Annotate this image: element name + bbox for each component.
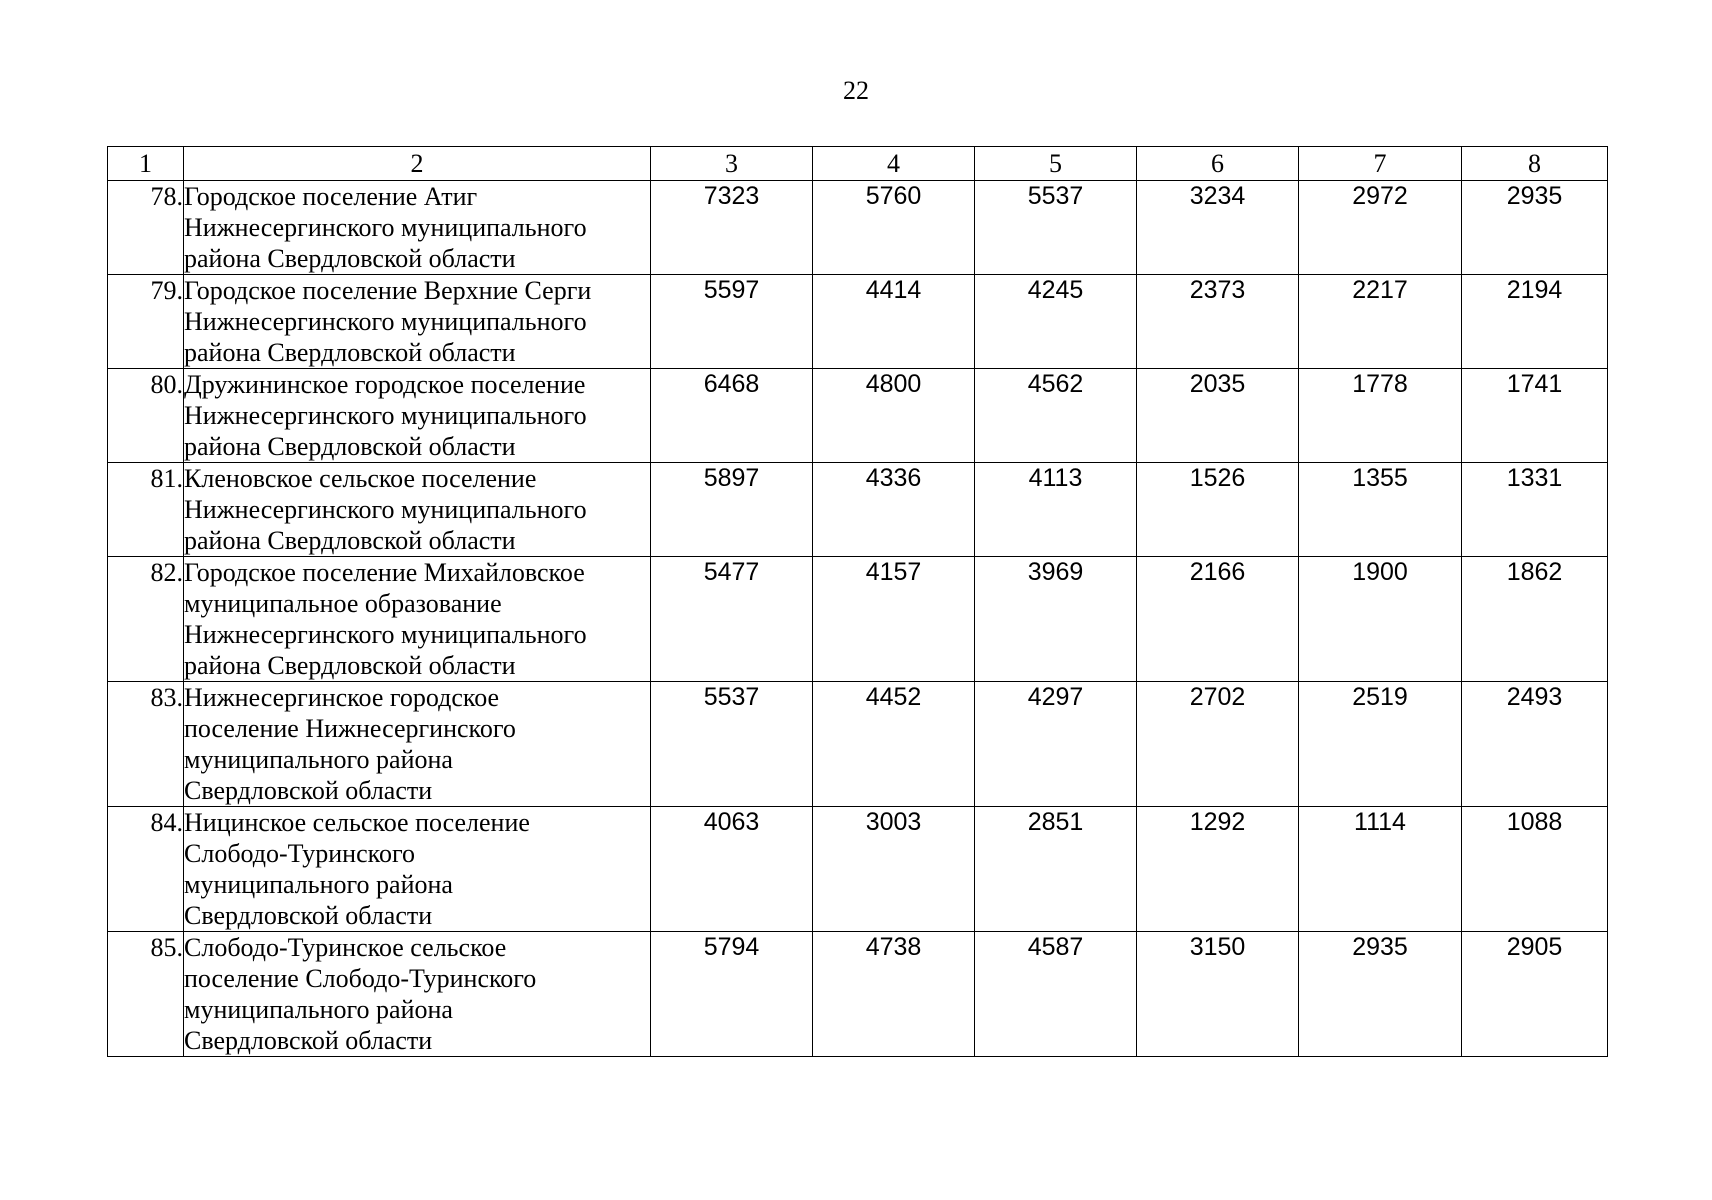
value-cell: 5760 <box>813 181 975 275</box>
table-row <box>108 275 1608 369</box>
column-header: 4 <box>813 147 975 181</box>
value-cell: 2935 <box>1462 181 1608 275</box>
value-cell: 7323 <box>651 181 813 275</box>
value-cell: 2035 <box>1137 369 1299 463</box>
table-row <box>108 682 1608 807</box>
row-number: 79. <box>108 275 184 369</box>
row-number: 78. <box>108 181 184 275</box>
column-header: 5 <box>975 147 1137 181</box>
value-cell: 4157 <box>813 557 975 682</box>
column-header: 8 <box>1462 147 1608 181</box>
value-cell: 6468 <box>651 369 813 463</box>
settlement-name-line: поселение Слободо-Туринского <box>184 964 537 993</box>
settlement-name-line: Нижнесергинского муниципального <box>184 307 587 336</box>
settlement-name <box>184 181 651 275</box>
data-table <box>107 146 1608 1057</box>
value-cell: 2905 <box>1462 932 1608 1057</box>
value-cell: 2972 <box>1299 181 1462 275</box>
settlement-name-line: Свердловской области <box>184 901 433 930</box>
value-cell: 1526 <box>1137 463 1299 557</box>
value-cell: 4063 <box>651 807 813 932</box>
settlement-name <box>184 557 651 682</box>
column-header: 2 <box>184 147 651 181</box>
settlement-name-line: муниципальное образование <box>184 589 502 618</box>
value-cell: 1741 <box>1462 369 1608 463</box>
value-cell: 4297 <box>975 682 1137 807</box>
settlement-name-line: Ницинское сельское поселение <box>184 808 530 837</box>
value-cell: 4336 <box>813 463 975 557</box>
header-row <box>108 147 1608 181</box>
value-cell: 4738 <box>813 932 975 1057</box>
value-cell: 2373 <box>1137 275 1299 369</box>
settlement-name-line: Кленовское сельское поселение <box>184 464 537 493</box>
settlement-name-line: Нижнесергинское городское <box>184 683 500 712</box>
table-row <box>108 807 1608 932</box>
settlement-name-line: муниципального района <box>184 995 453 1024</box>
row-number: 85. <box>108 932 184 1057</box>
value-cell: 4452 <box>813 682 975 807</box>
table-row <box>108 369 1608 463</box>
row-number: 81. <box>108 463 184 557</box>
settlement-name <box>184 932 651 1057</box>
value-cell: 1862 <box>1462 557 1608 682</box>
row-number: 82. <box>108 557 184 682</box>
settlement-name-line: Нижнесергинского муниципального <box>184 401 587 430</box>
settlement-name-line: Свердловской области <box>184 1026 433 1055</box>
row-number: 83. <box>108 682 184 807</box>
value-cell: 3003 <box>813 807 975 932</box>
settlement-name <box>184 369 651 463</box>
settlement-name-line: района Свердловской области <box>184 244 516 273</box>
value-cell: 2194 <box>1462 275 1608 369</box>
value-cell: 1114 <box>1299 807 1462 932</box>
settlement-name-line: Нижнесергинского муниципального <box>184 213 587 242</box>
settlement-name-line: Нижнесергинского муниципального <box>184 620 587 649</box>
settlement-name-line: района Свердловской области <box>184 338 516 367</box>
value-cell: 4800 <box>813 369 975 463</box>
value-cell: 2493 <box>1462 682 1608 807</box>
value-cell: 4414 <box>813 275 975 369</box>
value-cell: 1088 <box>1462 807 1608 932</box>
settlement-name-line: муниципального района <box>184 870 453 899</box>
value-cell: 1900 <box>1299 557 1462 682</box>
value-cell: 2217 <box>1299 275 1462 369</box>
table-row <box>108 557 1608 682</box>
settlement-name-line: Слободо-Туринского <box>184 839 415 868</box>
value-cell: 5597 <box>651 275 813 369</box>
value-cell: 4587 <box>975 932 1137 1057</box>
settlement-name <box>184 807 651 932</box>
settlement-name-line: Городское поселение Атиг <box>184 182 478 211</box>
column-header: 1 <box>108 147 184 181</box>
value-cell: 5477 <box>651 557 813 682</box>
row-number: 80. <box>108 369 184 463</box>
value-cell: 3969 <box>975 557 1137 682</box>
value-cell: 1778 <box>1299 369 1462 463</box>
value-cell: 5897 <box>651 463 813 557</box>
value-cell: 4562 <box>975 369 1137 463</box>
value-cell: 3234 <box>1137 181 1299 275</box>
value-cell: 5537 <box>975 181 1137 275</box>
settlement-name <box>184 463 651 557</box>
column-header: 7 <box>1299 147 1462 181</box>
settlement-name-line: района Свердловской области <box>184 526 516 555</box>
value-cell: 1292 <box>1137 807 1299 932</box>
row-number: 84. <box>108 807 184 932</box>
table-row <box>108 932 1608 1057</box>
settlement-name-line: Свердловской области <box>184 776 433 805</box>
settlement-name-line: муниципального района <box>184 745 453 774</box>
value-cell: 1355 <box>1299 463 1462 557</box>
value-cell: 5537 <box>651 682 813 807</box>
value-cell: 2702 <box>1137 682 1299 807</box>
value-cell: 5794 <box>651 932 813 1057</box>
column-header: 3 <box>651 147 813 181</box>
value-cell: 2935 <box>1299 932 1462 1057</box>
column-header: 6 <box>1137 147 1299 181</box>
value-cell: 2851 <box>975 807 1137 932</box>
settlement-name <box>184 682 651 807</box>
table-row <box>108 181 1608 275</box>
value-cell: 4245 <box>975 275 1137 369</box>
value-cell: 3150 <box>1137 932 1299 1057</box>
settlement-name-line: Слободо-Туринское сельское <box>184 933 507 962</box>
settlement-name-line: района Свердловской области <box>184 432 516 461</box>
value-cell: 1331 <box>1462 463 1608 557</box>
table-row <box>108 463 1608 557</box>
settlement-name-line: района Свердловской области <box>184 651 516 680</box>
settlement-name-line: Городское поселение Михайловское <box>184 558 585 587</box>
settlement-name-line: Дружининское городское поселение <box>184 370 586 399</box>
settlement-name-line: Городское поселение Верхние Серги <box>184 276 592 305</box>
settlement-name-line: поселение Нижнесергинского <box>184 714 516 743</box>
page-number: 22 <box>843 76 869 105</box>
settlement-name-line: Нижнесергинского муниципального <box>184 495 587 524</box>
value-cell: 4113 <box>975 463 1137 557</box>
settlement-name <box>184 275 651 369</box>
value-cell: 2166 <box>1137 557 1299 682</box>
value-cell: 2519 <box>1299 682 1462 807</box>
